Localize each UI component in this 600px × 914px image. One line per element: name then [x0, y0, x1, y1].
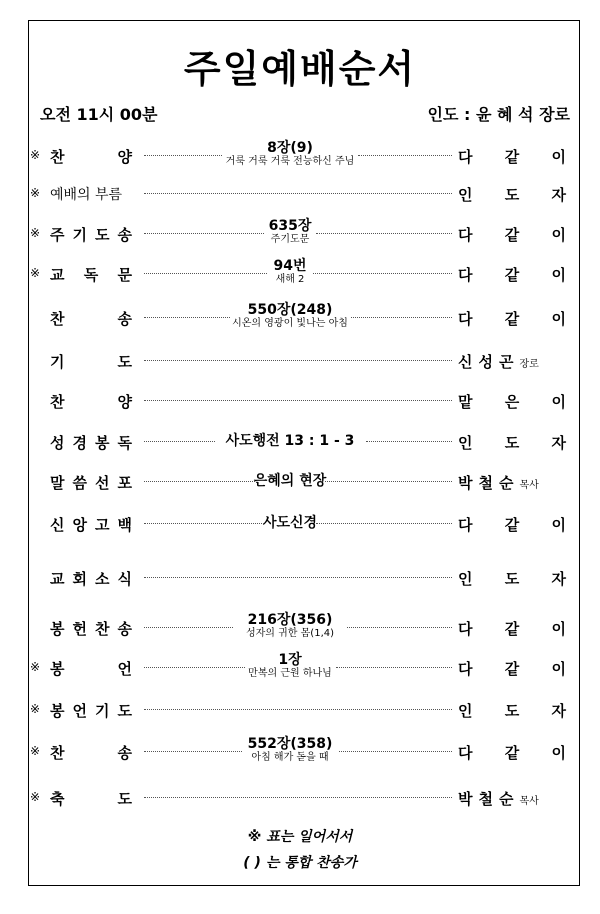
item-name: 찬 양: [50, 393, 132, 411]
title-suffix: 장로: [519, 359, 539, 370]
footer-hymnal-note: ( ) 는 통합 찬송가: [243, 855, 357, 871]
service-item: [0, 652, 600, 684]
leader-dots: [144, 627, 233, 628]
item-detail-main: 552장(358): [247, 736, 333, 752]
leader-dots: [336, 667, 453, 668]
item-detail: [150, 218, 430, 246]
leader-dots: [144, 577, 452, 578]
item-name: 봉 헌 찬 송: [50, 620, 132, 638]
item-name: 예배의 부름: [50, 187, 123, 203]
item-person: 박 철 순 목사: [458, 474, 539, 492]
item-name: 기 도: [50, 353, 132, 371]
item-name: 말 씀 선 포: [50, 474, 132, 492]
item-person: 다 같 이: [458, 226, 566, 244]
service-item: [0, 562, 600, 594]
leader-dots: [144, 400, 452, 401]
item-person: 다 같 이: [458, 620, 566, 638]
leader-dots: [144, 233, 264, 234]
service-item: [0, 694, 600, 726]
item-person: 인 도 자: [458, 702, 566, 720]
stand-mark: ※: [30, 790, 41, 804]
item-name: 축 도: [50, 790, 132, 808]
item-detail-main: 사도행전 13 : 1 - 3: [225, 433, 355, 449]
leader-dots: [144, 441, 215, 442]
item-person: 인 도 자: [458, 434, 566, 452]
item-detail: [150, 140, 430, 168]
item-name: 성 경 봉 독: [50, 434, 132, 452]
item-detail-main: 635장: [268, 218, 312, 234]
leader-dots: [144, 709, 452, 710]
leader-dots: [144, 155, 222, 156]
service-item: [0, 302, 600, 334]
item-detail-sub: 새해 2: [275, 274, 305, 285]
item-detail-main: 550장(248): [247, 302, 333, 318]
item-person: 다 같 이: [458, 266, 566, 284]
item-person: 다 같 이: [458, 310, 566, 328]
leader-dots: [144, 797, 452, 798]
item-name: 찬 양: [50, 148, 132, 166]
item-detail-sub: 주기도문: [270, 234, 310, 245]
leader-dots: [347, 627, 452, 628]
item-person: 다 같 이: [458, 660, 566, 678]
service-item: [0, 258, 600, 290]
stand-mark: ※: [30, 186, 41, 200]
item-detail-sub: 거룩 거룩 거룩 전능하신 주님: [225, 156, 355, 167]
service-item: [0, 385, 600, 417]
service-item: [0, 466, 600, 498]
item-detail: [150, 258, 430, 286]
item-name: 교 독 문: [50, 266, 132, 284]
item-detail-main: 8장(9): [267, 140, 313, 156]
service-item: [0, 426, 600, 458]
leader-dots: [144, 523, 264, 524]
leader-dots: [316, 233, 452, 234]
item-detail: [150, 736, 430, 764]
item-person: 신 성 곤 장로: [458, 353, 539, 371]
item-name: 봉 언: [50, 660, 132, 678]
service-item: [0, 508, 600, 540]
stand-mark: ※: [30, 266, 41, 280]
footer-standing-note: ※ 표는 일어서서: [247, 829, 353, 845]
service-item: [0, 345, 600, 377]
title-suffix: 목사: [519, 796, 539, 807]
leader-dots: [144, 667, 245, 668]
service-leader: 인도 : 윤 혜 석 장로: [427, 105, 570, 124]
title-suffix: 목사: [519, 480, 539, 491]
leader-dots: [358, 155, 452, 156]
leader-dots: [313, 273, 452, 274]
stand-mark: ※: [30, 702, 41, 716]
stand-mark: ※: [30, 744, 41, 758]
item-person: 다 같 이: [458, 744, 566, 762]
item-detail-main: 94번: [273, 258, 307, 274]
leader-dots: [351, 317, 453, 318]
item-person: 다 같 이: [458, 148, 566, 166]
item-name: 봉 언 기 도: [50, 702, 132, 720]
item-name: 주 기 도 송: [50, 226, 132, 244]
leader-dots: [316, 523, 452, 524]
service-item: [0, 140, 600, 172]
leader-dots: [144, 273, 267, 274]
item-person: 다 같 이: [458, 516, 566, 534]
item-detail: [150, 652, 430, 680]
item-name: 찬 송: [50, 744, 132, 762]
item-detail-sub: 성자의 귀한 몸(1,4): [245, 628, 335, 639]
item-person: 인 도 자: [458, 186, 566, 204]
page-title: 주일예배순서: [183, 47, 417, 91]
leader-dots: [144, 751, 242, 752]
item-name: 찬 송: [50, 310, 132, 328]
stand-mark: ※: [30, 148, 41, 162]
item-person: 맡 은 이: [458, 393, 566, 411]
leader-dots: [144, 360, 452, 361]
item-detail-main: 216장(356): [247, 612, 333, 628]
service-item: [0, 736, 600, 768]
item-detail-sub: 만복의 근원 하나님: [248, 668, 332, 679]
item-detail-main: 사도신경: [262, 515, 318, 531]
item-person: 박 철 순 목사: [458, 790, 539, 808]
service-item: [0, 782, 600, 814]
service-time: 오전 11시 00분: [40, 105, 158, 124]
item-detail-main: 은혜의 현장: [253, 473, 327, 489]
item-detail: [150, 612, 430, 640]
item-detail: [150, 302, 430, 330]
stand-mark: ※: [30, 226, 41, 240]
item-detail-main: 1장: [278, 652, 302, 668]
leader-dots: [144, 481, 255, 482]
leader-dots: [339, 751, 453, 752]
item-detail-sub: 아침 해가 돋을 때: [251, 752, 329, 763]
stand-mark: ※: [30, 660, 41, 674]
leader-dots: [325, 481, 452, 482]
item-name: 교 회 소 식: [50, 570, 132, 588]
leader-dots: [144, 317, 230, 318]
leader-dots: [366, 441, 453, 442]
item-name: 신 앙 고 백: [50, 516, 132, 534]
service-item: [0, 612, 600, 644]
service-item: [0, 178, 600, 210]
item-detail-sub: 시온의 영광이 빛나는 아침: [232, 318, 348, 329]
leader-dots: [144, 193, 452, 194]
service-item: [0, 218, 600, 250]
item-person: 인 도 자: [458, 570, 566, 588]
